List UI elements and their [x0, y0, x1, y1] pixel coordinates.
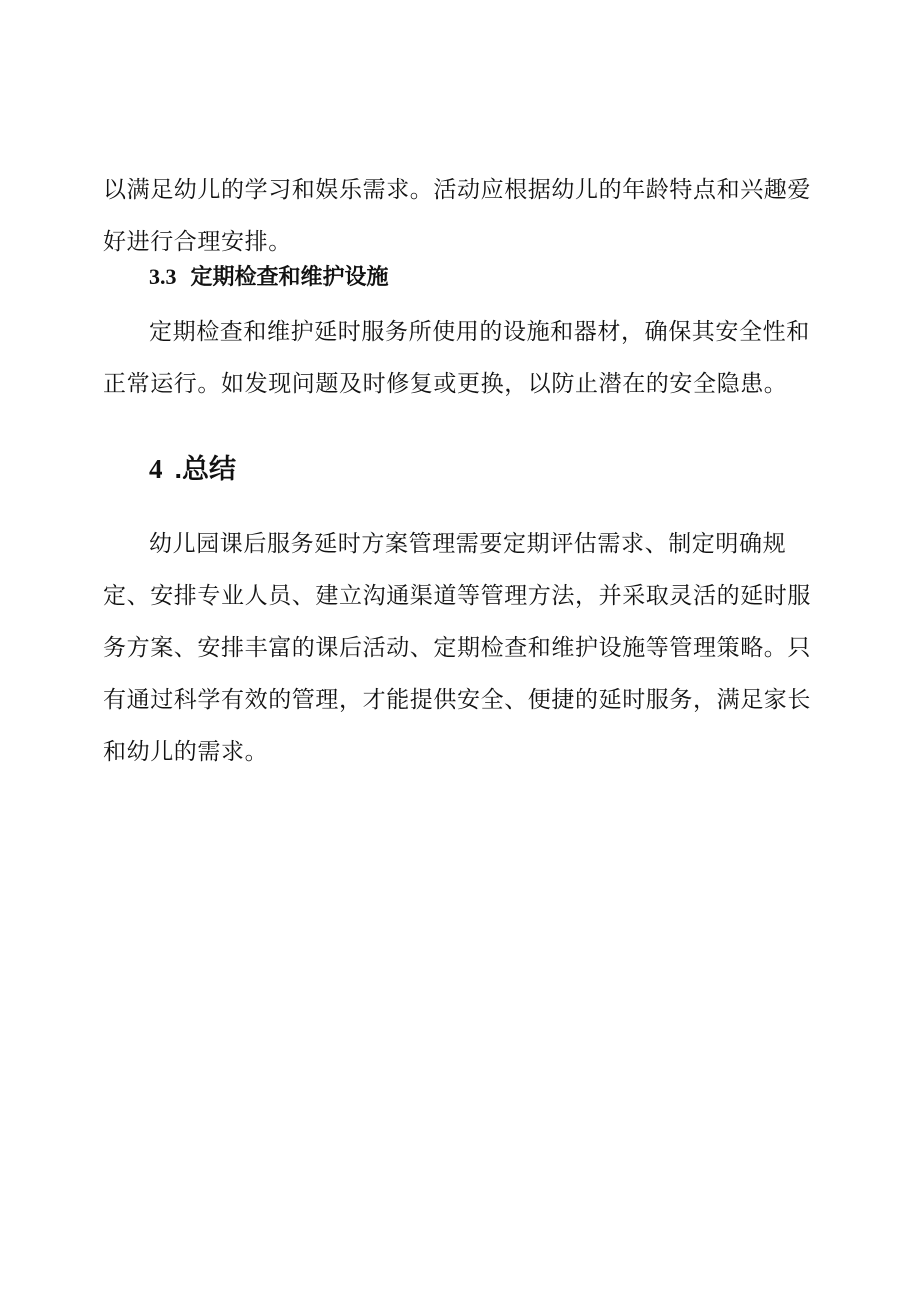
section-3-3-heading: [149, 262, 389, 292]
section-3-3-title: 定期检查和维护设施: [190, 264, 389, 289]
section-3-3-paragraph: 定期检查和维护延时服务所使用的设施和器材，确保其安全性和正常运行。如发现问题及时修复或更换，以防止潜在的安全隐患。: [103, 319, 810, 397]
continuation-paragraph: 以满足幼儿的学习和娱乐需求。活动应根据幼儿的年龄特点和兴趣爱好进行合理安排。: [103, 177, 811, 255]
section-4-title: .总结: [174, 454, 237, 484]
section-4-heading: [149, 451, 236, 487]
section-3-3-number: 3.3: [149, 264, 177, 289]
section-4-number: 4: [149, 454, 163, 484]
summary-paragraph: 幼儿园课后服务延时方案管理需要定期评估需求、制定明确规定、安排专业人员、建立沟通渠道等管理方法，并采取灵活的延时服务方案、安排丰富的课后活动、定期检查和维护设施等管理策略。只有通过科学有效的管理，才能提供安全、便捷的延时服务，满足家长和幼儿的需求。: [103, 531, 811, 765]
